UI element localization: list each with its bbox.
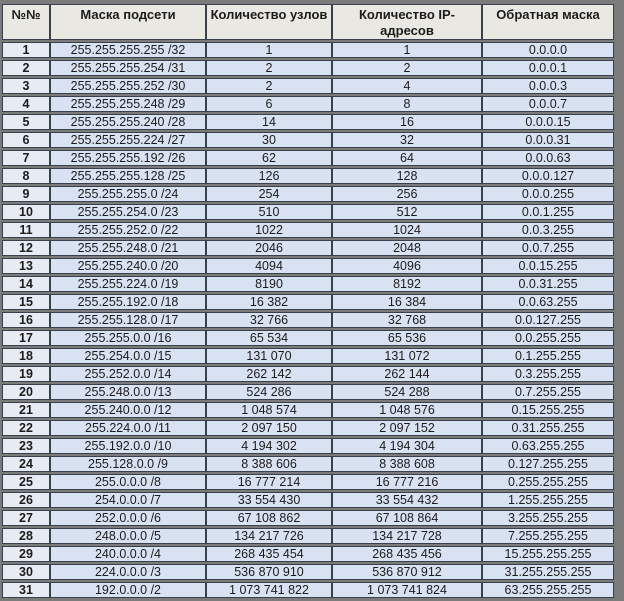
host-count-cell: 67 108 862 — [206, 510, 332, 526]
column-header-ip-count: Количество IP-адресов — [332, 4, 482, 40]
wildcard-mask-cell: 0.0.63.255 — [482, 294, 614, 310]
subnet-mask-cell: 255.254.0.0 /15 — [50, 348, 206, 364]
wildcard-mask-cell: 0.0.7.255 — [482, 240, 614, 256]
subnet-mask-cell: 248.0.0.0 /5 — [50, 528, 206, 544]
table-row — [2, 132, 614, 148]
table-row — [2, 546, 614, 562]
row-number-cell: 30 — [2, 564, 50, 580]
ip-count-cell: 1 — [332, 42, 482, 58]
wildcard-mask-cell: 0.3.255.255 — [482, 366, 614, 382]
subnet-mask-cell: 255.240.0.0 /12 — [50, 402, 206, 418]
row-number-cell: 17 — [2, 330, 50, 346]
subnet-mask-cell: 192.0.0.0 /2 — [50, 582, 206, 598]
ip-count-cell: 33 554 432 — [332, 492, 482, 508]
host-count-cell: 268 435 454 — [206, 546, 332, 562]
table-row — [2, 60, 614, 76]
column-header-wildcard-mask: Обратная маска — [482, 4, 614, 40]
row-number-cell: 23 — [2, 438, 50, 454]
wildcard-mask-cell: 7.255.255.255 — [482, 528, 614, 544]
subnet-mask-cell: 255.255.255.224 /27 — [50, 132, 206, 148]
host-count-cell: 510 — [206, 204, 332, 220]
wildcard-mask-cell: 0.0.0.0 — [482, 42, 614, 58]
host-count-cell: 62 — [206, 150, 332, 166]
ip-count-cell: 256 — [332, 186, 482, 202]
subnet-mask-cell: 240.0.0.0 /4 — [50, 546, 206, 562]
row-number-cell: 5 — [2, 114, 50, 130]
subnet-mask-cell: 255.255.254.0 /23 — [50, 204, 206, 220]
row-number-cell: 25 — [2, 474, 50, 490]
ip-count-cell: 8 388 608 — [332, 456, 482, 472]
table-row — [2, 186, 614, 202]
row-number-cell: 7 — [2, 150, 50, 166]
host-count-cell: 65 534 — [206, 330, 332, 346]
host-count-cell: 131 070 — [206, 348, 332, 364]
subnet-mask-cell: 255.255.240.0 /20 — [50, 258, 206, 274]
ip-count-cell: 2048 — [332, 240, 482, 256]
subnet-mask-cell: 255.255.192.0 /18 — [50, 294, 206, 310]
host-count-cell: 32 766 — [206, 312, 332, 328]
ip-count-cell: 16 777 216 — [332, 474, 482, 490]
table-row — [2, 204, 614, 220]
wildcard-mask-cell: 0.0.31.255 — [482, 276, 614, 292]
host-count-cell: 33 554 430 — [206, 492, 332, 508]
subnet-mask-cell: 255.255.255.255 /32 — [50, 42, 206, 58]
wildcard-mask-cell: 0.0.255.255 — [482, 330, 614, 346]
table-row — [2, 366, 614, 382]
subnet-mask-cell: 255.255.255.192 /26 — [50, 150, 206, 166]
row-number-cell: 10 — [2, 204, 50, 220]
wildcard-mask-cell: 0.0.127.255 — [482, 312, 614, 328]
column-header-host-count: Количество узлов — [206, 4, 332, 40]
host-count-cell: 2046 — [206, 240, 332, 256]
row-number-cell: 14 — [2, 276, 50, 292]
table-row — [2, 474, 614, 490]
ip-count-cell: 4 194 304 — [332, 438, 482, 454]
host-count-cell: 14 — [206, 114, 332, 130]
table-row — [2, 78, 614, 94]
row-number-cell: 11 — [2, 222, 50, 238]
host-count-cell: 524 286 — [206, 384, 332, 400]
subnet-mask-cell: 255.255.252.0 /22 — [50, 222, 206, 238]
subnet-mask-cell: 255.255.255.0 /24 — [50, 186, 206, 202]
subnet-mask-table — [2, 2, 614, 600]
table-row — [2, 168, 614, 184]
row-number-cell: 15 — [2, 294, 50, 310]
wildcard-mask-cell: 0.127.255.255 — [482, 456, 614, 472]
subnet-mask-cell: 255.224.0.0 /11 — [50, 420, 206, 436]
subnet-mask-cell: 252.0.0.0 /6 — [50, 510, 206, 526]
table-row — [2, 312, 614, 328]
row-number-cell: 13 — [2, 258, 50, 274]
table-row — [2, 510, 614, 526]
wildcard-mask-cell: 3.255.255.255 — [482, 510, 614, 526]
row-number-cell: 22 — [2, 420, 50, 436]
subnet-mask-cell: 255.255.255.248 /29 — [50, 96, 206, 112]
ip-count-cell: 512 — [332, 204, 482, 220]
wildcard-mask-cell: 0.0.0.15 — [482, 114, 614, 130]
wildcard-mask-cell: 0.0.1.255 — [482, 204, 614, 220]
ip-count-cell: 2 — [332, 60, 482, 76]
ip-count-cell: 1 073 741 824 — [332, 582, 482, 598]
row-number-cell: 1 — [2, 42, 50, 58]
row-number-cell: 28 — [2, 528, 50, 544]
table-header — [2, 4, 614, 40]
wildcard-mask-cell: 0.0.0.3 — [482, 78, 614, 94]
table-row — [2, 276, 614, 292]
wildcard-mask-cell: 0.7.255.255 — [482, 384, 614, 400]
wildcard-mask-cell: 0.255.255.255 — [482, 474, 614, 490]
table-row — [2, 564, 614, 580]
ip-count-cell: 2 097 152 — [332, 420, 482, 436]
table-row — [2, 294, 614, 310]
row-number-cell: 8 — [2, 168, 50, 184]
row-number-cell: 18 — [2, 348, 50, 364]
subnet-mask-cell: 255.255.128.0 /17 — [50, 312, 206, 328]
ip-count-cell: 67 108 864 — [332, 510, 482, 526]
ip-count-cell: 4096 — [332, 258, 482, 274]
subnet-mask-cell: 224.0.0.0 /3 — [50, 564, 206, 580]
host-count-cell: 254 — [206, 186, 332, 202]
host-count-cell: 2 — [206, 78, 332, 94]
wildcard-mask-cell: 0.15.255.255 — [482, 402, 614, 418]
row-number-cell: 9 — [2, 186, 50, 202]
row-number-cell: 26 — [2, 492, 50, 508]
host-count-cell: 8 388 606 — [206, 456, 332, 472]
wildcard-mask-cell: 0.0.15.255 — [482, 258, 614, 274]
ip-count-cell: 524 288 — [332, 384, 482, 400]
ip-count-cell: 8192 — [332, 276, 482, 292]
subnet-mask-cell: 255.192.0.0 /10 — [50, 438, 206, 454]
table-row — [2, 528, 614, 544]
host-count-cell: 536 870 910 — [206, 564, 332, 580]
wildcard-mask-cell: 0.1.255.255 — [482, 348, 614, 364]
table-row — [2, 438, 614, 454]
row-number-cell: 29 — [2, 546, 50, 562]
host-count-cell: 1 — [206, 42, 332, 58]
row-number-cell: 21 — [2, 402, 50, 418]
table-row — [2, 330, 614, 346]
host-count-cell: 262 142 — [206, 366, 332, 382]
host-count-cell: 126 — [206, 168, 332, 184]
ip-count-cell: 64 — [332, 150, 482, 166]
subnet-mask-cell: 255.255.248.0 /21 — [50, 240, 206, 256]
ip-count-cell: 268 435 456 — [332, 546, 482, 562]
wildcard-mask-cell: 63.255.255.255 — [482, 582, 614, 598]
host-count-cell: 1 073 741 822 — [206, 582, 332, 598]
wildcard-mask-cell: 0.0.0.63 — [482, 150, 614, 166]
wildcard-mask-cell: 15.255.255.255 — [482, 546, 614, 562]
ip-count-cell: 536 870 912 — [332, 564, 482, 580]
table-row — [2, 222, 614, 238]
subnet-mask-cell: 255.255.255.252 /30 — [50, 78, 206, 94]
wildcard-mask-cell: 31.255.255.255 — [482, 564, 614, 580]
ip-count-cell: 4 — [332, 78, 482, 94]
row-number-cell: 20 — [2, 384, 50, 400]
table-body — [2, 42, 614, 598]
wildcard-mask-cell: 0.63.255.255 — [482, 438, 614, 454]
subnet-mask-cell: 255.255.255.128 /25 — [50, 168, 206, 184]
ip-count-cell: 32 — [332, 132, 482, 148]
table-row — [2, 258, 614, 274]
row-number-cell: 31 — [2, 582, 50, 598]
table-row — [2, 348, 614, 364]
row-number-cell: 27 — [2, 510, 50, 526]
row-number-cell: 19 — [2, 366, 50, 382]
subnet-mask-cell: 255.255.255.240 /28 — [50, 114, 206, 130]
ip-count-cell: 16 — [332, 114, 482, 130]
ip-count-cell: 32 768 — [332, 312, 482, 328]
row-number-cell: 6 — [2, 132, 50, 148]
ip-count-cell: 262 144 — [332, 366, 482, 382]
ip-count-cell: 1 048 576 — [332, 402, 482, 418]
row-number-cell: 16 — [2, 312, 50, 328]
subnet-mask-cell: 255.255.224.0 /19 — [50, 276, 206, 292]
wildcard-mask-cell: 1.255.255.255 — [482, 492, 614, 508]
subnet-mask-cell: 255.252.0.0 /14 — [50, 366, 206, 382]
host-count-cell: 6 — [206, 96, 332, 112]
column-header-row-number: №№ — [2, 4, 50, 40]
subnet-mask-cell: 255.0.0.0 /8 — [50, 474, 206, 490]
subnet-mask-cell: 255.248.0.0 /13 — [50, 384, 206, 400]
column-header-subnet-mask: Маска подсети — [50, 4, 206, 40]
wildcard-mask-cell: 0.0.0.255 — [482, 186, 614, 202]
document-page — [0, 2, 624, 600]
host-count-cell: 16 777 214 — [206, 474, 332, 490]
wildcard-mask-cell: 0.0.0.127 — [482, 168, 614, 184]
host-count-cell: 4094 — [206, 258, 332, 274]
ip-count-cell: 128 — [332, 168, 482, 184]
wildcard-mask-cell: 0.0.0.1 — [482, 60, 614, 76]
ip-count-cell: 65 536 — [332, 330, 482, 346]
host-count-cell: 134 217 726 — [206, 528, 332, 544]
wildcard-mask-cell: 0.0.3.255 — [482, 222, 614, 238]
host-count-cell: 30 — [206, 132, 332, 148]
subnet-mask-cell: 254.0.0.0 /7 — [50, 492, 206, 508]
table-row — [2, 42, 614, 58]
ip-count-cell: 8 — [332, 96, 482, 112]
table-row — [2, 384, 614, 400]
subnet-mask-cell: 255.128.0.0 /9 — [50, 456, 206, 472]
host-count-cell: 8190 — [206, 276, 332, 292]
table-row — [2, 402, 614, 418]
wildcard-mask-cell: 0.0.0.7 — [482, 96, 614, 112]
table-row — [2, 96, 614, 112]
ip-count-cell: 1024 — [332, 222, 482, 238]
ip-count-cell: 131 072 — [332, 348, 482, 364]
row-number-cell: 4 — [2, 96, 50, 112]
host-count-cell: 2 097 150 — [206, 420, 332, 436]
wildcard-mask-cell: 0.0.0.31 — [482, 132, 614, 148]
table-row — [2, 240, 614, 256]
table-row — [2, 456, 614, 472]
row-number-cell: 24 — [2, 456, 50, 472]
table-row — [2, 150, 614, 166]
table-row — [2, 582, 614, 598]
wildcard-mask-cell: 0.31.255.255 — [482, 420, 614, 436]
host-count-cell: 1022 — [206, 222, 332, 238]
table-header-row — [2, 4, 614, 40]
host-count-cell: 16 382 — [206, 294, 332, 310]
table-row — [2, 420, 614, 436]
table-row — [2, 492, 614, 508]
row-number-cell: 3 — [2, 78, 50, 94]
row-number-cell: 2 — [2, 60, 50, 76]
host-count-cell: 1 048 574 — [206, 402, 332, 418]
ip-count-cell: 134 217 728 — [332, 528, 482, 544]
subnet-mask-cell: 255.255.255.254 /31 — [50, 60, 206, 76]
row-number-cell: 12 — [2, 240, 50, 256]
host-count-cell: 2 — [206, 60, 332, 76]
table-row — [2, 114, 614, 130]
host-count-cell: 4 194 302 — [206, 438, 332, 454]
subnet-mask-cell: 255.255.0.0 /16 — [50, 330, 206, 346]
ip-count-cell: 16 384 — [332, 294, 482, 310]
